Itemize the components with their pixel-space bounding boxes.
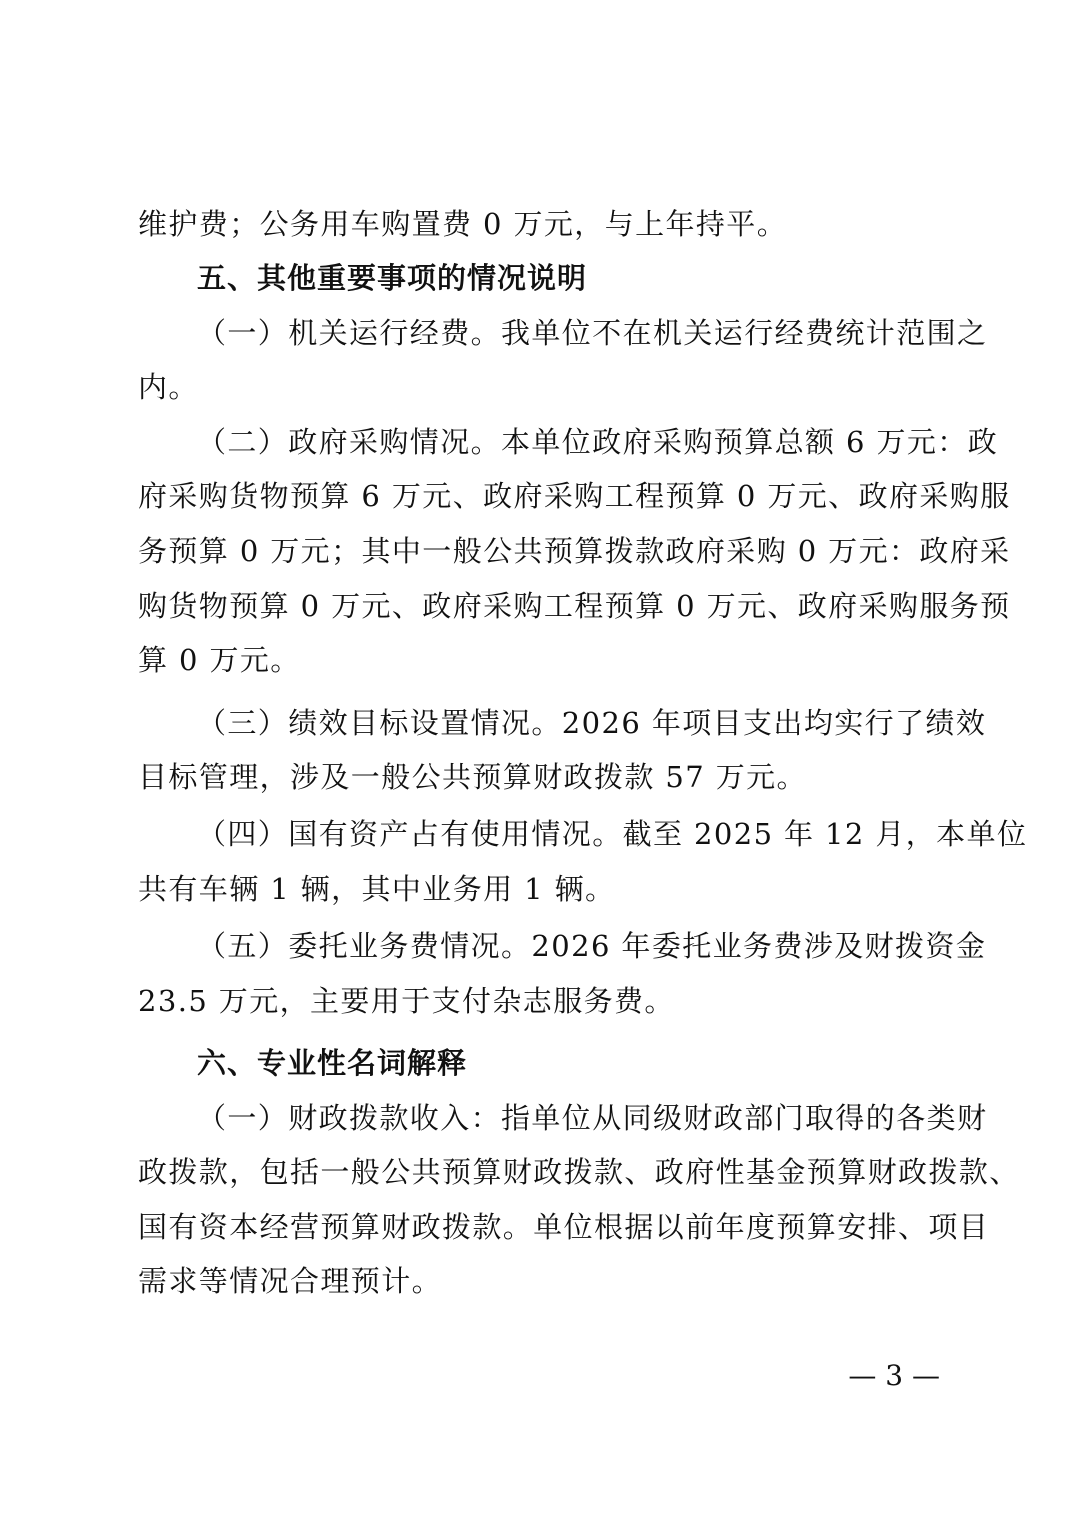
body-line: 算 0 万元。 [138, 643, 301, 677]
body-line: （一）财政拨款收入：指单位从同级财政部门取得的各类财 [197, 1101, 988, 1135]
body-line: 23.5 万元，主要用于支付杂志服务费。 [138, 984, 675, 1018]
body-line: （四）国有资产占有使用情况。截至 2025 年 12 月，本单位 [197, 817, 1028, 851]
body-line: （五）委托业务费情况。2026 年委托业务费涉及财拨资金 [197, 929, 987, 963]
section-heading-six: 六、专业性名词解释 [197, 1046, 468, 1080]
section-heading-five: 五、其他重要事项的情况说明 [197, 261, 588, 295]
body-line: 目标管理，涉及一般公共预算财政拨款 57 万元。 [138, 760, 807, 794]
body-line: 共有车辆 1 辆，其中业务用 1 辆。 [138, 872, 616, 906]
body-line: 政拨款，包括一般公共预算财政拨款、政府性基金预算财政拨款、 [138, 1155, 1020, 1189]
body-line: （二）政府采购情况。本单位政府采购预算总额 6 万元：政 [197, 425, 999, 459]
body-line: 内。 [138, 370, 199, 404]
page-number: — 3 — [848, 1359, 940, 1392]
body-line: （一）机关运行经费。我单位不在机关运行经费统计范围之 [197, 316, 988, 350]
body-line: 维护费；公务用车购置费 0 万元，与上年持平。 [138, 207, 788, 241]
body-line: 务预算 0 万元；其中一般公共预算拨款政府采购 0 万元：政府采 [138, 534, 1011, 568]
body-line: 国有资本经营预算财政拨款。单位根据以前年度预算安排、项目 [138, 1210, 990, 1244]
body-line: 需求等情况合理预计。 [138, 1264, 443, 1298]
body-line: 府采购货物预算 6 万元、政府采购工程预算 0 万元、政府采购服 [138, 479, 1011, 513]
body-line: （三）绩效目标设置情况。2026 年项目支出均实行了绩效 [197, 706, 987, 740]
body-line: 购货物预算 0 万元、政府采购工程预算 0 万元、政府采购服务预 [138, 589, 1011, 623]
